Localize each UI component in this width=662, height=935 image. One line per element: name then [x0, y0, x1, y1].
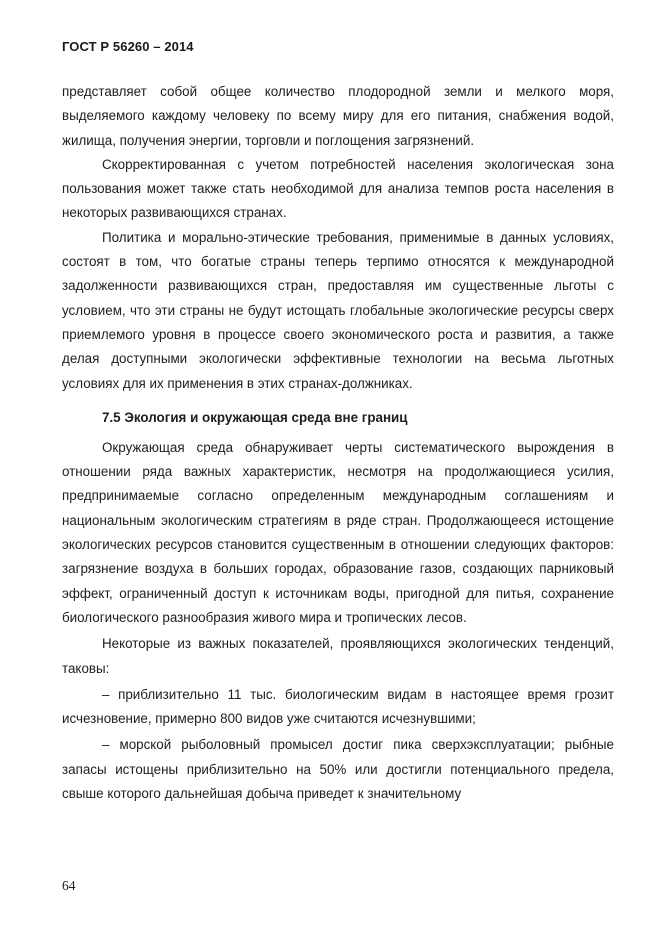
paragraph: Некоторые из важных показателей, проявляющихся экологических тенденций, таковы:	[62, 636, 614, 676]
page-number: 64	[62, 878, 76, 893]
document-header: ГОСТ Р 56260 – 2014	[62, 39, 194, 54]
list-item: – морской рыболовный промысел достиг пика сверхэксплуатации; рыбные запасы истощены приблизительно на 50% или достигли потенциального предела, свыше которого дальнейшая добыча приведет к значительному	[62, 737, 614, 802]
paragraph: Окружающая среда обнаруживает черты систематического вырождения в отношении ряда важных характеристик, несмотря на продолжающиеся усилия, предпринимаемые согласно определенным международным соглашениям и национальным экологическим стратегиям в ряде стран. Продолжающееся истощение экологических ресурсов становится существенным в отношении следующих факторов: загрязнение воздуха в больших городах, образование газов, создающих парниковый эффект, ограниченный доступ к источникам воды, пригодной для питья, сохранение биологического разнообразия живого мира и тропических лесов.	[62, 439, 614, 625]
paragraph: Скорректированная с учетом потребностей населения экологическая зона пользования может также стать необходимой для анализа темпов роста населения в некоторых развивающихся странах.	[62, 156, 614, 221]
paragraph: представляет собой общее количество плодородной земли и мелкого моря, выделяемого каждому человеку по всему миру для его питания, снабжения водой, жилища, получения энергии, торговли и поглощения загрязнений.	[62, 84, 614, 148]
section-heading: 7.5 Экология и окружающая среда вне границ	[102, 409, 408, 425]
document-body	[62, 80, 614, 806]
list-item: – приблизительно 11 тыс. биологическим видам в настоящее время грозит исчезновение, примерно 800 видов уже считаются исчезнувшими;	[62, 686, 614, 727]
paragraph: Политика и морально-этические требования, применимые в данных условиях, состоят в том, что богатые страны теперь терпимо относятся к международной задолженности развивающихся стран, предоставляя им существенные льготы с условием, что эти страны не будут истощать глобальные экологические ресурсы сверх приемлемого уровня в процессе своего экономического роста и развития, а также делая доступными экологически эффективные технологии на весьма льготных условиях для их применения в этих странах-должниках.	[62, 229, 614, 391]
